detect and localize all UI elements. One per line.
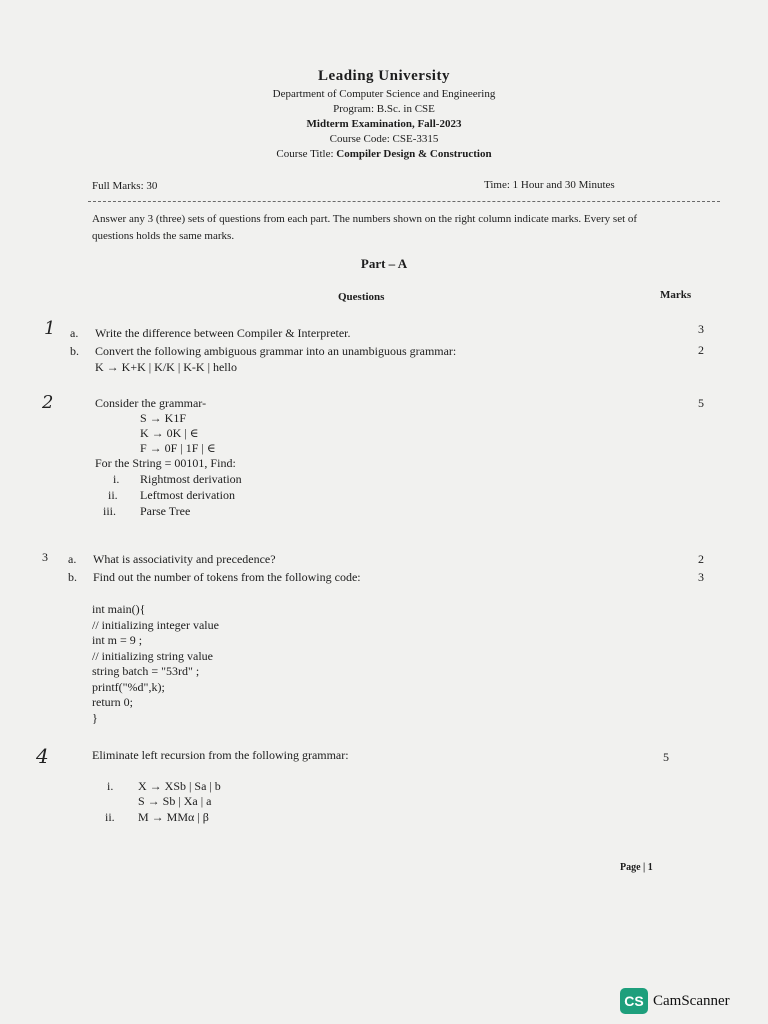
course-title-label: Course Title: xyxy=(276,148,334,160)
q3-number: 3 xyxy=(42,550,48,564)
grammar-rule: K → 0K | ∈ xyxy=(140,426,199,440)
q2-find: For the String = 00101, Find: xyxy=(95,456,236,470)
code-line: return 0; xyxy=(92,695,133,709)
q3a-label: a. xyxy=(68,552,77,566)
q4-text: Eliminate left recursion from the following grammar: xyxy=(92,748,349,762)
department: Department of Computer Science and Engineering xyxy=(272,88,496,100)
code-line: // initializing integer value xyxy=(92,617,219,632)
grammar-rule: F → 0F | 1F | ∈ xyxy=(140,441,216,455)
exam-name: Midterm Examination, Fall-2023 xyxy=(306,118,462,130)
q1a-label: a. xyxy=(70,326,79,340)
q2-item-text: Parse Tree xyxy=(140,504,191,518)
q1a-text: Write the difference between Compiler & Interpreter. xyxy=(95,326,351,340)
exam-time: Time: 1 Hour and 30 Minutes xyxy=(484,179,615,191)
q2-item-text: Rightmost derivation xyxy=(140,472,242,486)
q3a-text: What is associativity and precedence? xyxy=(93,552,276,566)
camscanner-name: CamScanner xyxy=(653,992,730,1009)
q2-item-label: i. xyxy=(113,472,120,486)
program: Program: B.Sc. in CSE xyxy=(333,103,435,115)
q1b-grammar: K → K+K | K/K | K-K | hello xyxy=(95,360,237,374)
q2-item-label: ii. xyxy=(108,488,118,502)
course-title-line xyxy=(0,148,768,160)
grammar-rule: X → XSb | Sa | b xyxy=(138,779,221,793)
q4-i-label: i. xyxy=(107,779,114,793)
full-marks: Full Marks: 30 xyxy=(92,180,158,192)
camscanner-logo: CS xyxy=(620,988,648,1014)
code-block xyxy=(92,602,219,726)
code-line: string batch = "53rd" ; xyxy=(92,664,200,678)
q1b-label: b. xyxy=(70,344,79,358)
q3b-marks: 3 xyxy=(698,570,704,584)
q3a-marks: 2 xyxy=(698,552,704,566)
q3b-label: b. xyxy=(68,570,77,584)
code-line: } xyxy=(92,710,98,725)
code-line: // initializing string value xyxy=(92,648,213,663)
q1-number: 1 xyxy=(44,318,56,339)
q2-item-label: iii. xyxy=(103,504,117,518)
part-title: Part – A xyxy=(360,256,408,271)
q2-intro: Consider the grammar- xyxy=(95,396,207,410)
course-title: Compiler Design & Construction xyxy=(336,148,492,160)
q4-number: 4 xyxy=(36,744,49,768)
q1b-marks: 2 xyxy=(698,343,704,357)
code-line: int m = 9 ; xyxy=(92,633,143,647)
header-divider xyxy=(88,201,720,202)
course-code: Course Code: CSE-3315 xyxy=(329,133,439,145)
university-name: Leading University xyxy=(318,68,450,84)
page-number: Page | 1 xyxy=(620,862,653,873)
grammar-rule: S → Sb | Xa | a xyxy=(138,794,212,808)
camscanner-watermark xyxy=(620,988,730,1014)
q2-item-text: Leftmost derivation xyxy=(140,488,235,502)
grammar-rule: M → MMα | β xyxy=(138,810,209,824)
q2-number: 2 xyxy=(42,392,54,413)
q4-ii-label: ii. xyxy=(105,810,115,824)
marks-header: Marks xyxy=(660,289,692,301)
code-line: int main(){ xyxy=(92,602,146,616)
q4-marks: 5 xyxy=(663,750,669,764)
q1a-marks: 3 xyxy=(698,322,704,336)
instructions: Answer any 3 (three) sets of questions from each part. The numbers shown on the right column indicate marks. Every set of questions holds the same marks. xyxy=(92,213,638,242)
q3b-text: Find out the number of tokens from the following code: xyxy=(93,570,361,584)
q2-marks: 5 xyxy=(698,396,704,410)
code-line: printf("%d",k); xyxy=(92,679,165,694)
questions-header: Questions xyxy=(338,291,385,303)
q1b-text: Convert the following ambiguous grammar into an unambiguous grammar: xyxy=(95,344,457,358)
grammar-rule: S → K1F xyxy=(140,411,187,425)
